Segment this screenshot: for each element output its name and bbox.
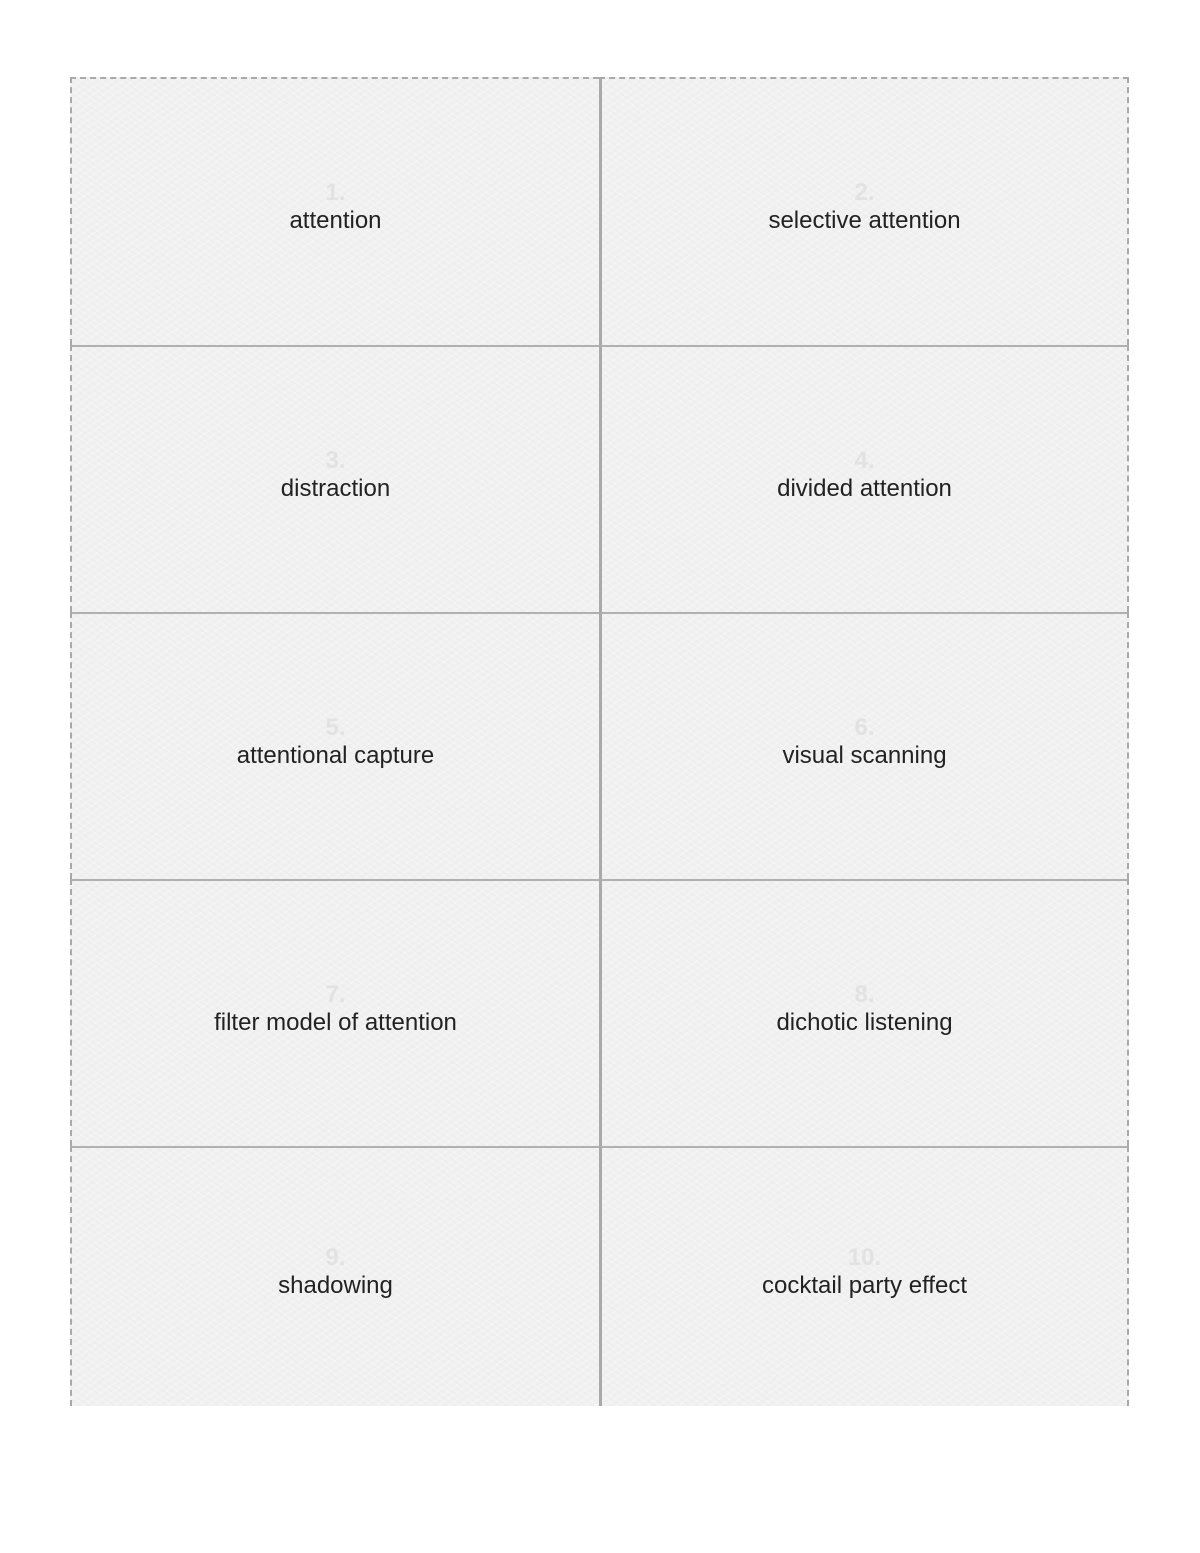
flashcard xyxy=(70,77,599,345)
card-term: attentional capture xyxy=(236,741,435,769)
flashcard-content xyxy=(762,1245,967,1301)
card-term: filter model of attention xyxy=(214,1008,457,1036)
flashcard xyxy=(70,345,599,612)
flashcard xyxy=(599,879,1129,1146)
flashcard-content xyxy=(768,180,960,236)
flashcard xyxy=(599,77,1129,345)
card-number: 10. xyxy=(847,1244,882,1271)
card-term: shadowing xyxy=(278,1272,393,1299)
card-number: 4. xyxy=(854,446,875,474)
card-number: 5. xyxy=(325,713,346,741)
flashcard-content xyxy=(278,1245,393,1301)
flashcard-content xyxy=(289,180,381,236)
card-term: distraction xyxy=(280,474,391,502)
flashcard-content xyxy=(782,715,946,771)
flashcard xyxy=(70,879,599,1146)
card-term: attention xyxy=(289,207,382,234)
card-number: 6. xyxy=(854,713,875,741)
card-term: divided attention xyxy=(777,474,952,502)
card-number: 1. xyxy=(325,179,346,206)
flashcard-sheet xyxy=(70,77,1129,1406)
card-number: 8. xyxy=(854,980,875,1008)
card-number: 2. xyxy=(854,179,875,206)
card-term: selective attention xyxy=(768,207,961,234)
card-number: 7. xyxy=(325,980,346,1008)
flashcard-content xyxy=(776,982,952,1038)
flashcard xyxy=(70,612,599,879)
card-number: 3. xyxy=(325,446,346,474)
flashcard-content xyxy=(237,715,434,771)
card-number: 9. xyxy=(325,1244,346,1271)
flashcard xyxy=(70,1146,599,1406)
flashcard xyxy=(599,1146,1129,1406)
card-term: dichotic listening xyxy=(776,1008,953,1036)
card-term: visual scanning xyxy=(782,741,947,769)
flashcard-content xyxy=(214,982,457,1038)
flashcard xyxy=(599,345,1129,612)
flashcard xyxy=(599,612,1129,879)
card-term: cocktail party effect xyxy=(762,1272,967,1299)
flashcard-content xyxy=(281,448,390,504)
flashcard-content xyxy=(777,448,952,504)
